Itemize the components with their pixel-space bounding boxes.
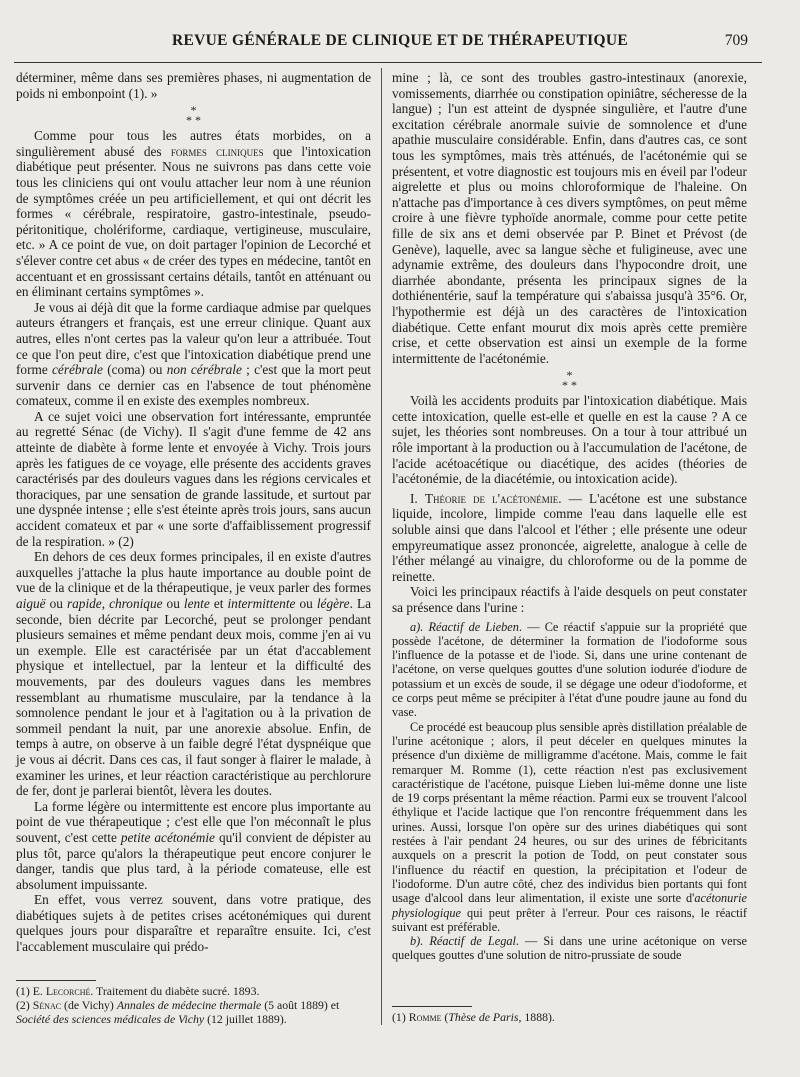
text: I. xyxy=(410,490,425,506)
running-title: REVUE GÉNÉRALE DE CLINIQUE ET DE THÉRAPEUTIQUE xyxy=(172,32,628,49)
asterisks: * * xyxy=(562,378,577,393)
paragraph xyxy=(16,300,371,409)
header-rule xyxy=(14,62,762,63)
text: , 1888). xyxy=(518,1010,555,1024)
text: (1) xyxy=(392,1010,409,1024)
italic-term: non cérébrale xyxy=(166,362,242,378)
text: La forme légère ou intermittente est encore plus importante au point de vue thérapeutique ; c'est elle que l'on méconnaît le plus souvent, c'est cette xyxy=(16,798,371,845)
paragraph: En effet, vous verrez souvent, dans votre pratique, des diabétiques sujets à de petites crises acétonémiques qui durent quelques jours pour disparaître et reparaître ensuite. Ici, c'est l'accablement musculaire qui prédo- xyxy=(16,892,371,955)
text: qui peut prêter à l'erreur. Pour ces raisons, le réactif suivant est préférable. xyxy=(392,905,747,934)
text: Ce procédé est beaucoup plus sensible après distillation préalable de l'urine acétonique ; alors, il peut déceler en quelques minutes la présence d'un dixième de milligramme d'acétone. Mais, comme le fait remarquer M. Romme (1), cette réaction n'est pas exclusivement caractéristique de l'acétone, puisque Lieben lui-même donne une liste de 19 corps présentant la même réaction. Parmi eux se trouvent l'alcool éthylique et l'acide lactique que l'on rencontre fréquemment dans les urines. Aussi, lorsque l'on opère sur des urines diabétiques qui sont restées à l'air pendant 24 heures, ou sur des urines de fébricitants auxquels on a prescrit la potion de Todd, on peut constater sous l'influence du réactif en question, la précipitation et l'odeur de l'iodoforme. D'un autre côté, chez des individus bien portants qui font usage d'alcool dans leur alimentation, il existe une sorte d' xyxy=(392,719,747,906)
text: (de Vichy) xyxy=(61,998,117,1013)
asterisk: * xyxy=(190,103,197,118)
text: (2) xyxy=(16,998,33,1013)
text: ( xyxy=(441,1010,449,1024)
text: ou xyxy=(162,596,184,611)
journal-title: Société des sciences médicales de Vichy xyxy=(16,1012,205,1027)
text: . — Ce réactif s'appuie sur la propriété que possède l'acétone, de déterminer la formation de l'iodoforme sous l'influence de la potasse et de l'iode. Si, dans une urine contenant de l'acétone, on verse quelques gouttes d'une solution iodurée d'iodure de potassium et un excès de soude, il se dégage une odeur d'iodoforme, et ce corps peut même se précipiter à l'état d'une poudre jaune au fond du vase. xyxy=(392,619,747,720)
footnote xyxy=(392,1010,747,1024)
author-name: Sénac xyxy=(32,998,62,1013)
text: (5 août 1889) et xyxy=(261,998,340,1013)
paragraph: déterminer, même dans ses premières phases, ni augmentation de poids ni embonpoint (1). » xyxy=(16,70,371,101)
right-footnotes xyxy=(392,1006,747,1024)
italic-term: petite acétonémie xyxy=(120,829,215,845)
paragraph xyxy=(392,720,747,934)
text: ; c'est que la mort peut survenir dans ce dernier cas en l'absence de tout phénomène comateux, comme il en existe des exemples nombreux. xyxy=(16,362,371,409)
text: ou xyxy=(295,596,317,611)
paragraph: mine ; là, ce sont des troubles gastro-intestinaux (anorexie, vomissements, diarrhée ou constipation opiniâtre, sécheresse de la langue) ; l'un est atteint de dyspnée singulière, et l'autre d'une excitation cérébrale anormale suivie de somnolence et d'une apathie musculaire considérable. Enfin, dans d'autres cas, ce sont tous les symptômes, mais très atténués, de l'acétonémie qui se présentent, et votre diagnostic est toujours mis en éveil par l'odeur aigrelette et plus ou moins chloroformique de l'haleine. On n'attache pas d'importance à ces divers symptômes, on peut même croire à une fièvre typhoïde anormale, comme pour cette petite fille de six ans et demi observée par P. Binet et Prévost (de Genève), laquelle, avec sa langue sèche et fuligineuse, avec une adynamie extrême, des douleurs dans l'hypocondre droit, une diarrhée abondante, présenta les principaux signes de la dothiénentérie, sauf la température qui s'abaissa jusqu'à 35°6. Or, l'hypothermie est déjà un des caractères de l'intoxication diabétique. Cette enfant mourut dix mois après cette première crise, et cette observation est ainsi un exemple de la forme intermittente de l'acétonémie. xyxy=(392,70,747,366)
text: . La seconde, bien décrite par Lecorché, peut se prolonger pendant plusieurs semaines et même pendant deux mois, comme j'en ai vu un exemple. Elle est caractérisée par un état d'accablement physique et intellectuel, par la lenteur et la difficulté des mouvements, par des douleurs vagues dans les membres ressemblant au rhumatisme musculaire, par la tendance à la somnolence pendant le jour et à l'agitation ou à la privation de sommeil pendant la nuit, par une anorexie absolue. Enfin, de temps à autre, on observe à un faible degré l'état dyspnéique que je vous ai décrit. Dans ces cas, il faut songer à flairer le malade, à examiner les urines, et leur réaction caractéristique au perchlorure de fer, dont je parlerai bientôt, lèvera les doutes. xyxy=(16,596,371,799)
section-break xyxy=(16,103,371,128)
paragraph xyxy=(392,934,747,963)
footnote xyxy=(16,984,371,998)
paragraph xyxy=(392,620,747,720)
paragraph xyxy=(392,491,747,585)
italic-term: cérébrale xyxy=(52,362,103,378)
text: (coma) ou xyxy=(102,362,167,378)
text: . — Si dans une urine acétonique on verse quelques gouttes d'une solution de nitro-prussiate de soude xyxy=(392,934,747,963)
italic-term: lente xyxy=(183,596,210,611)
paragraph xyxy=(16,549,371,799)
paragraph xyxy=(16,128,371,300)
text: ou xyxy=(45,596,67,611)
page-number: 709 xyxy=(724,32,748,49)
italic-term: chronique xyxy=(109,596,163,611)
footnote-rule xyxy=(16,980,96,981)
paragraph: Voici les principaux réactifs à l'aide desquels on peut constater sa présence dans l'urine : xyxy=(392,584,747,615)
author-name: Lecorché xyxy=(45,984,91,998)
text: . Traitement du diabète sucré. 1893. xyxy=(90,984,260,998)
text: Comme pour tous les autres états morbides, on a singulièrement abusé des xyxy=(16,128,371,159)
reagent-heading: b). Réactif de Legal xyxy=(410,934,516,949)
thesis-title: Thèse de Paris xyxy=(448,1010,519,1024)
paragraph xyxy=(16,799,371,893)
text: , xyxy=(101,596,110,611)
text: (1) E. xyxy=(16,984,46,998)
text: que l'intoxication diabétique peut présenter. Nous ne suivrons pas dans cette voie tous les cliniciens qui ont voulu attacher leur nom à une réunion de symptômes créée un peu artificiellement, et qui ont décrit les formes « cérébrale, respiratoire, gastro-intestinale, pseudo-péritonitique, cholériforme, cardiaque, vertigineuse, musculaire, etc. » A ce point de vue, on doit partager l'opinion de Lecorché et s'élever contre cet abus « de créer des types en médecine, tantôt en accentuant et en grossissant certains détails, tantôt en atténuant ou en éliminant certains symptômes ». xyxy=(16,143,371,300)
paragraph: A ce sujet voici une observation fort intéressante, empruntée au regretté Sénac (de Vichy). Il s'agit d'une femme de 42 ans atteinte de diabète à forme lente et envoyée à Vichy. Trois jours après les fatigues de ce voyage, elle présente des accidents graves caractérisés par des douleurs vagues dans les régions cervicales et thoraciques, par une sensation de grande lassitude, et surtout par une dyspnée intense ; elle s'est éteinte après trois jours, sans aucun accident comateux et par « une sorte d'affaiblissement progressif de la respiration. » (2) xyxy=(16,408,371,549)
section-break xyxy=(392,368,747,393)
author-name: Romme xyxy=(408,1010,442,1024)
small-caps-term: formes cliniques xyxy=(170,143,264,159)
text: et xyxy=(209,596,228,611)
italic-term: intermittente xyxy=(227,596,296,611)
italic-term: aiguë xyxy=(16,596,46,611)
italic-term: acétonurie physiologique xyxy=(392,891,747,920)
right-column xyxy=(392,70,747,963)
reagent-heading: a). Réactif de Lieben xyxy=(410,619,519,634)
column-divider xyxy=(381,68,382,1025)
text: En dehors de ces deux formes principales, il en existe d'autres auxquelles j'attache la plus haute importance au double point de vue de la clinique et de la thérapeutique, je veux parler des formes xyxy=(16,549,371,596)
text: qu'il convient de dépister au plus tôt, parce qu'alors la thérapeutique peut encore conjurer le danger, tandis que plus tard, à la période comateuse, elle est absolument impuissante. xyxy=(16,829,372,892)
reagent-section xyxy=(392,620,747,963)
text: . — L'acétone est une substance liquide, incolore, limpide comme l'eau dans laquelle elle est soluble ainsi que dans l'alcool et l'éther ; elle présente une odeur empyreumatique assez prononcée, aigrelette, analogue à celle de l'éther mélangé au vinaigre, du chloroforme ou de la pomme de reinette. xyxy=(392,490,748,584)
italic-term: rapide xyxy=(66,596,102,611)
page-header xyxy=(40,32,760,52)
text: (12 juillet 1889). xyxy=(204,1012,287,1027)
left-footnotes xyxy=(16,980,371,1027)
footnote xyxy=(16,998,371,1026)
section-heading: Théorie de l'acétonémie xyxy=(424,490,559,506)
journal-title: Annales de médecine thermale xyxy=(116,998,262,1013)
text: Je vous ai déjà dit que la forme cardiaque admise par quelques auteurs étrangers et français, est une erreur clinique. Quant aux autres, elles n'ont certes pas la valeur qu'on leur a attribuée. Tout ce que l'on peut dire, c'est que l'intoxication diabétique prend une forme xyxy=(16,299,371,378)
left-column xyxy=(16,70,371,955)
asterisks: * * xyxy=(186,113,201,128)
asterisk: * xyxy=(566,368,573,383)
italic-term: légère xyxy=(316,596,350,611)
paragraph: Voilà les accidents produits par l'intoxication diabétique. Mais cette intoxication, quelle est-elle et quelle en est la cause ? A ce sujet, les théories sont nombreuses. On a tour à tour attribué un rôle important à la production ou à l'accumulation de l'acétone, de l'acide acétoacétique ou diacétique, des acides (théories de l'acétonémie, de la diacétémie, ou intoxication acide). xyxy=(392,393,747,487)
footnote-rule xyxy=(392,1006,472,1007)
